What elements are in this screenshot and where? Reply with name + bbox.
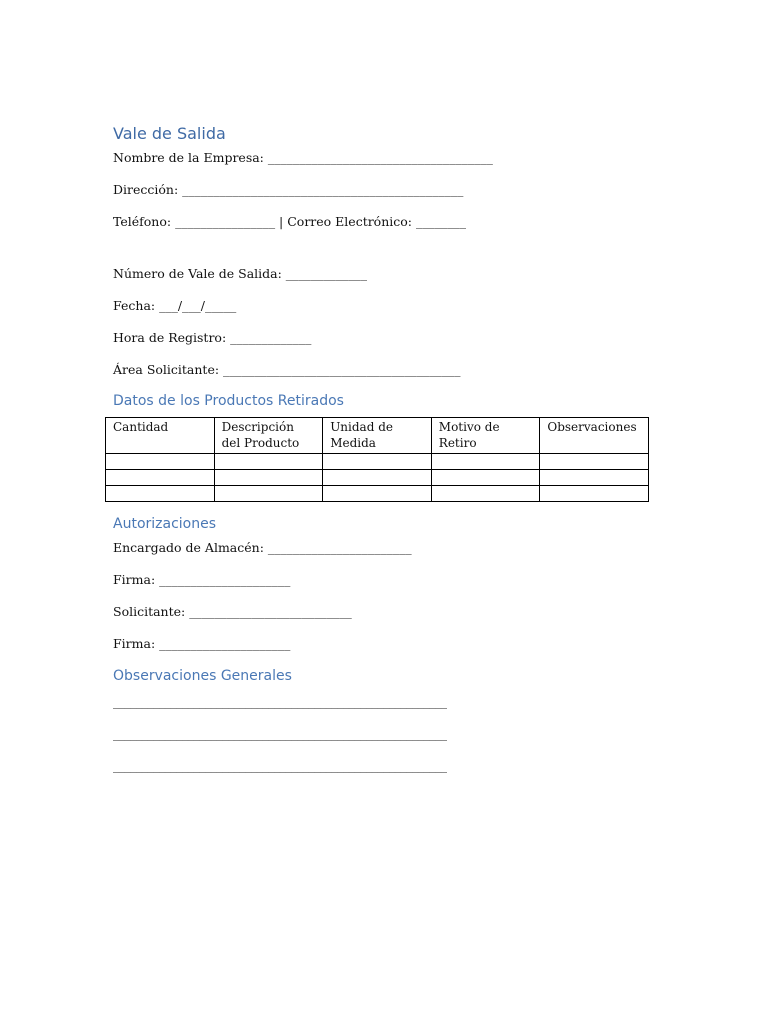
table-cell[interactable] xyxy=(431,454,540,470)
requester-line: Solicitante: __________________________ xyxy=(113,604,352,619)
date-line: Fecha: ___/___/_____ xyxy=(113,298,237,313)
table-cell[interactable] xyxy=(540,486,649,502)
voucher-number-line: Número de Vale de Salida: _____________ xyxy=(113,266,368,281)
table-cell[interactable] xyxy=(106,486,215,502)
signature-line-2: Firma: _____________________ xyxy=(113,636,291,651)
table-cell[interactable] xyxy=(323,486,432,502)
warehouse-manager-line: Encargado de Almacén: _______________________ xyxy=(113,540,412,555)
company-name-line: Nombre de la Empresa: ____________________________________ xyxy=(113,150,493,165)
table-cell[interactable] xyxy=(431,486,540,502)
table-cell[interactable] xyxy=(106,470,215,486)
observation-line-2: __________________________________________________________ xyxy=(113,726,447,741)
general-observations-heading: Observaciones Generales xyxy=(113,668,292,684)
table-cell[interactable] xyxy=(214,486,323,502)
table-row xyxy=(106,454,649,470)
requesting-area-line: Área Solicitante: ______________________________________ xyxy=(113,362,461,377)
column-header-quantity: Cantidad xyxy=(106,418,215,454)
table-cell[interactable] xyxy=(431,470,540,486)
table-row xyxy=(106,486,649,502)
table-cell[interactable] xyxy=(106,454,215,470)
signature-line-1: Firma: _____________________ xyxy=(113,572,291,587)
column-header-description: Descripción del Producto xyxy=(214,418,323,454)
products-table xyxy=(105,417,649,502)
column-header-reason: Motivo de Retiro xyxy=(431,418,540,454)
table-cell[interactable] xyxy=(323,470,432,486)
products-heading: Datos de los Productos Retirados xyxy=(113,393,344,409)
table-cell[interactable] xyxy=(540,454,649,470)
table-cell[interactable] xyxy=(540,470,649,486)
observation-line-3: __________________________________________________________ xyxy=(113,758,447,773)
observation-line-1: __________________________________________________________ xyxy=(113,694,447,709)
column-header-observations: Observaciones xyxy=(540,418,649,454)
table-row xyxy=(106,470,649,486)
authorizations-heading: Autorizaciones xyxy=(113,516,217,532)
column-header-unit: Unidad de Medida xyxy=(323,418,432,454)
table-cell[interactable] xyxy=(323,454,432,470)
time-line: Hora de Registro: _____________ xyxy=(113,330,312,345)
document-title: Vale de Salida xyxy=(113,124,226,143)
phone-email-line: Teléfono: ________________ | Correo Electrónico: ________ xyxy=(113,214,466,229)
table-cell[interactable] xyxy=(214,454,323,470)
table-cell[interactable] xyxy=(214,470,323,486)
address-line: Dirección: _____________________________________________ xyxy=(113,182,464,197)
table-header-row xyxy=(106,418,649,454)
